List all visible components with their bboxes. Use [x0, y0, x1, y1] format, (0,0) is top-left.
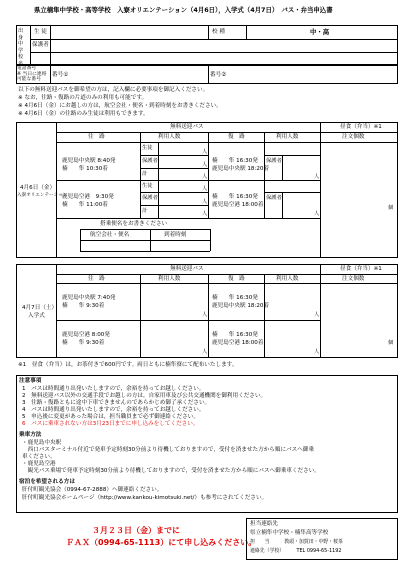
day2-event: 入学式: [28, 313, 45, 319]
flight-header: 搭乗便名をお書きください: [100, 221, 168, 227]
contact-l2: 県立楠隼中学校・楠隼高等学校: [250, 530, 329, 536]
lodging-heading: 宿泊を希望される方は: [19, 479, 75, 485]
student-name-field[interactable]: [52, 29, 202, 37]
phone-label: 電話番号 ※ 当日に連絡可能な番号: [17, 66, 47, 83]
instruction-3: ※ 4月6日（金）の往路のみ生徒は利用もできます。: [18, 111, 149, 117]
day1-r1-nin3: 人: [202, 174, 208, 180]
day2-ret2: 楠 隼 16:30発: [212, 332, 258, 338]
day1-col-return: 復 路: [228, 134, 245, 140]
day2-ret2b: 鹿児島空港 18:00着: [212, 340, 264, 346]
student-label: 生 徒: [34, 29, 47, 35]
lodging-l2: 肝付町観光協会ホームページ（http://www.kankou-kimotsuki.net/）も参考にされてください。: [22, 495, 268, 501]
notice-item-3: 4 バスは時間通り出発いたしますので，余裕を持ってお越しください。: [22, 407, 205, 413]
notice-item-2: 3 往路・復路ともに途中下車できませんのであらかじめ御了承ください。: [22, 400, 211, 406]
flight-name-field[interactable]: [82, 242, 148, 250]
day1-bus-header: 無料送迎バス: [170, 124, 204, 130]
day2-r2-ret-nin: 人: [314, 349, 320, 355]
day1-r1-ret-nin: 人: [314, 174, 320, 180]
day2-r1-ret-nin: 人: [314, 312, 320, 318]
day1-r2-hogosha-count[interactable]: [160, 195, 200, 203]
day2-r1-nin: 人: [202, 312, 208, 318]
phone2-label: 番号②: [210, 72, 227, 78]
school-kind-value[interactable]: 中・高: [310, 28, 330, 36]
day1-r2-nin3: 人: [202, 211, 208, 217]
contact-l1: 担当連絡先: [250, 521, 278, 527]
day1-out1: 鹿児島中央駅 8:40発: [62, 158, 116, 164]
bento-note: ※1 昼食（弁当）は，お茶付きで600円です。両日ともに楠隼寮にて配布いたします。: [18, 362, 238, 368]
day1-r2-seito: 生徒: [142, 183, 153, 189]
arrival-time-field[interactable]: [152, 242, 208, 250]
page-title: 県立楠隼中学校・高等学校 入寮オリエンテーション（4月6日），入学式（4月7日） バス・弁当申込書: [34, 6, 333, 14]
day2-r2-nin: 人: [202, 349, 208, 355]
day2-date: 4月7日（土）: [22, 305, 58, 311]
day2-bento-header: 昼食（弁当）※1: [340, 266, 382, 272]
day1-r2-ret-nin: 人: [314, 211, 320, 217]
day1-r1-seito-count[interactable]: [160, 145, 200, 153]
day1-r1-nin2: 人: [202, 162, 208, 168]
guardian-name-field[interactable]: [52, 42, 392, 50]
flight-col1: 航空会社・便名: [90, 232, 130, 238]
day2-r1-count[interactable]: [142, 290, 204, 316]
boarding-l4: 観光バス乗場で発車予定時刻30分前より待機しておりますので，受付を済ませた方から順にバスへ御乗車ください。: [22, 468, 320, 474]
day1-col-order: 注文個数: [342, 134, 365, 140]
day2-col-order: 注文個数: [342, 276, 365, 282]
day2-ret1: 楠 隼 16:30発: [212, 295, 258, 301]
day1-r2-nin2: 人: [202, 199, 208, 205]
day1-r1-hogosha: 保護者: [142, 158, 158, 164]
day1-r2-ret-hogosha: 保護者: [266, 195, 282, 201]
notice-heading: 注意事項: [19, 378, 42, 384]
day1-r2-seito-count[interactable]: [160, 183, 200, 191]
day2-bento-ko: 個: [388, 340, 394, 346]
day2-col-return: 復 路: [228, 276, 245, 282]
phone2-field[interactable]: [228, 70, 388, 79]
day1-bento-header: 昼食（弁当）※1: [340, 124, 382, 130]
day1-ret1b: 鹿児島中央駅 18:20着: [212, 166, 270, 172]
day1-date: 4月6日（金）: [20, 185, 56, 191]
instruction-0: 以下の無料送迎バスを御希望の方は，記入欄に必要事項を御記入ください。: [18, 87, 209, 93]
contact-l3: 担 当 教頭・加賀田・中野・桜茶: [250, 539, 343, 545]
lodging-l1: 肝付町観光協会（0994-67-2888）へ御連絡ください。: [22, 487, 163, 493]
phone1-field[interactable]: [70, 70, 200, 79]
day1-out2b: 楠 隼 11:00着: [62, 202, 108, 208]
phone1-label: 番号①: [52, 72, 69, 78]
day1-col-users: 利用人数: [158, 134, 181, 140]
day1-bento-ko: 個: [388, 205, 394, 211]
instruction-2: ※ 4月6日（金）にお越しの方は，航空会社・便名・到着時刻をお書きください。: [18, 103, 222, 109]
boarding-l3: ・鹿児島空港: [22, 461, 56, 467]
flight-col2: 到着時刻: [164, 232, 187, 238]
day1-r1-nin1: 人: [202, 149, 208, 155]
notice-item-5: 6 バスに乗車されない方は3月23日までに申し込みをしてください。: [22, 421, 199, 427]
guardian-label: 保護者: [32, 42, 49, 48]
boarding-l2b: 車ください。: [22, 454, 56, 460]
notice-item-1: 2 無料送迎バス以外の交通手段でお越しの方は，自家用車及び公共交通機関を御利用ください。: [22, 393, 267, 399]
day1-ret1: 楠 隼 16:30発: [212, 158, 258, 164]
school-label: 出 身 中 学 校 名: [18, 28, 24, 67]
day1-ret2: 楠 隼 16:30発: [212, 194, 258, 200]
day1-event: 入寮オリエンテーション: [17, 193, 68, 198]
instruction-1: ※ なお，往路・復路の片道のみの利用も可能です。: [18, 95, 148, 101]
deadline-l2: ＦＡＸ（0994-65-1113）にて申し込みください。: [66, 538, 257, 547]
day1-r2-nin1: 人: [202, 186, 208, 192]
day1-col-users-2: 利用人数: [276, 134, 299, 140]
day2-out1b: 楠 隼 9:30着: [62, 303, 105, 309]
day1-col-outbound: 往 路: [88, 134, 105, 140]
contact-l4: 連絡先（学校） TEL 0994-65-1192: [250, 548, 342, 554]
day1-r2-kei: 計: [142, 208, 148, 214]
day1-r1-kei: 計: [142, 171, 148, 177]
day1-out1b: 楠 隼 10:30着: [62, 166, 108, 172]
day1-r2-hogosha: 保護者: [142, 195, 158, 201]
notice-item-0: 1 バスは時間通り出発いたしますので，余裕を持ってお越しください。: [22, 386, 205, 392]
day2-r2-count[interactable]: [142, 326, 204, 352]
day2-col-outbound: 往 路: [88, 276, 105, 282]
notice-item-4: 5 申込後に変更があった場合は，担当職員まで必ず御連絡ください。: [22, 414, 199, 420]
deadline-l1: ３月２３日（金）までに: [92, 526, 180, 535]
boarding-l1: ・鹿児島中央駅: [22, 440, 62, 446]
day1-ret2b: 鹿児島空港 18:00着: [212, 202, 264, 208]
day1-bento-count[interactable]: [324, 150, 394, 210]
day2-bus-header: 無料送迎バス: [170, 266, 204, 272]
boarding-l2a: 西口バスターミナル付近で発車予定時刻30分前より待機しておりますので，受付を済ませた方から順にバスへ御乗: [22, 447, 315, 453]
day1-r1-ret-hogosha: 保護者: [266, 158, 282, 164]
day2-out2: 鹿児島空港 8:00発: [62, 332, 110, 338]
day1-r1-hogosha-count[interactable]: [160, 158, 200, 166]
day1-out2: 鹿児島空港 9:30発: [62, 194, 114, 200]
school-kind-label: 校 種: [212, 29, 225, 35]
day1-r1-seito: 生徒: [142, 145, 153, 151]
day2-out1: 鹿児島中央駅 7:40発: [62, 295, 116, 301]
boarding-heading: 乗車方法: [19, 432, 42, 438]
day2-out2b: 楠 隼 9:30着: [62, 340, 105, 346]
day2-ret1b: 鹿児島中央駅 18:20着: [212, 303, 270, 309]
day2-bento-count[interactable]: [324, 290, 394, 350]
day2-col-users-2: 利用人数: [276, 276, 299, 282]
day2-col-users: 利用人数: [158, 276, 181, 282]
